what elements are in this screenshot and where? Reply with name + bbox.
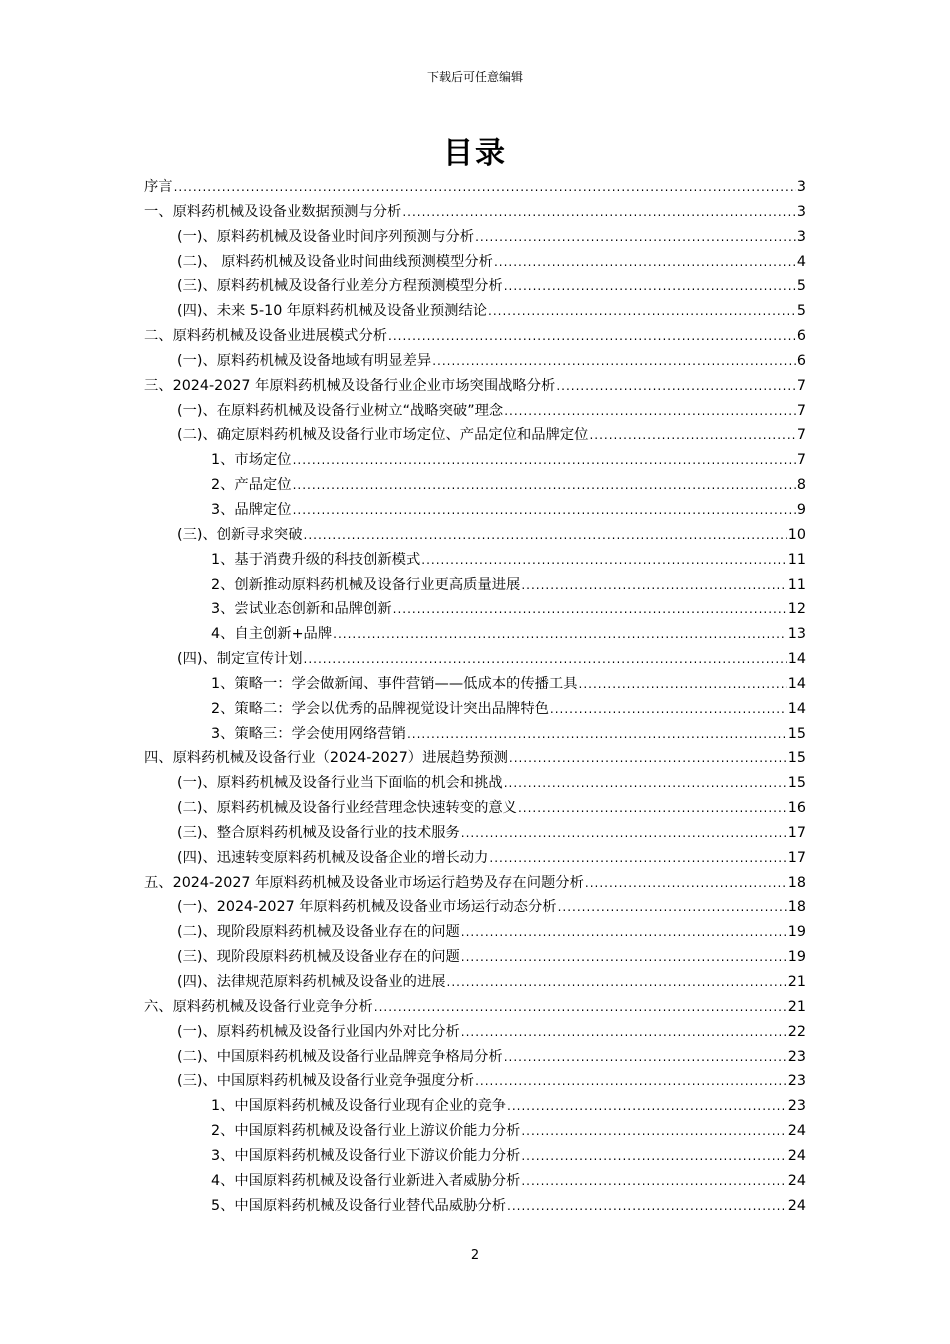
- toc-entry-page: 7: [796, 402, 806, 419]
- toc-entry[interactable]: [144, 1070, 806, 1095]
- toc-entry[interactable]: [144, 574, 806, 599]
- toc-entry-page: 9: [796, 501, 806, 518]
- toc-dot-leader: [504, 776, 787, 790]
- toc-entry-text: (三)、创新寻求突破: [177, 526, 303, 543]
- toc-entry-page: 23: [787, 1048, 806, 1065]
- toc-entry-page: 11: [787, 576, 806, 593]
- toc-dot-leader: [589, 428, 795, 442]
- toc-dot-leader: [509, 751, 787, 765]
- toc-entry-text: 5、中国原料药机械及设备行业替代品威胁分析: [211, 1197, 507, 1214]
- toc-entry-text: 3、中国原料药机械及设备行业下游议价能力分析: [211, 1147, 521, 1164]
- toc-entry-text: 3、尝试业态创新和品牌创新: [211, 601, 392, 618]
- toc-entry-page: 19: [787, 924, 806, 941]
- toc-entry-page: 6: [796, 352, 806, 369]
- toc-entry-text: (一)、原料药机械及设备地域有明显差异: [177, 352, 432, 369]
- toc-dot-leader: [402, 205, 796, 219]
- toc-entry-page: 5: [796, 278, 806, 295]
- toc-entry-page: 24: [787, 1197, 806, 1214]
- toc-entry-text: (一)、2024-2027 年原料药机械及设备业市场运行动态分析: [177, 899, 557, 916]
- toc-dot-leader: [489, 851, 786, 865]
- toc-entry-page: 7: [796, 452, 806, 469]
- toc-dot-leader: [494, 255, 796, 269]
- toc-entry-page: 15: [787, 775, 806, 792]
- toc-entry[interactable]: [144, 872, 806, 897]
- page-number: 2: [470, 1248, 480, 1263]
- toc-entry[interactable]: [144, 251, 806, 276]
- toc-dot-leader: [293, 503, 796, 517]
- toc-dot-leader: [333, 627, 787, 641]
- toc-entry-text: (三)、整合原料药机械及设备行业的技术服务: [177, 824, 460, 841]
- toc-entry-page: 16: [787, 800, 806, 817]
- toc-dot-leader: [521, 1124, 786, 1138]
- toc-entry[interactable]: [144, 648, 806, 673]
- toc-entry[interactable]: [144, 996, 806, 1021]
- toc-entry[interactable]: [144, 300, 806, 325]
- toc-entry-text: 二、原料药机械及设备业进展模式分析: [144, 328, 388, 345]
- toc-entry-page: 18: [787, 899, 806, 916]
- toc-dot-leader: [504, 1050, 787, 1064]
- toc-entry-page: 7: [796, 377, 806, 394]
- toc-dot-leader: [585, 876, 787, 890]
- toc-entry-page: 3: [796, 203, 806, 220]
- toc-entry-page: 12: [787, 601, 806, 618]
- toc-entry[interactable]: [144, 350, 806, 375]
- toc-entry[interactable]: [144, 226, 806, 251]
- toc-entry[interactable]: [144, 400, 806, 425]
- toc-entry[interactable]: [144, 449, 806, 474]
- toc-entry[interactable]: [144, 474, 806, 499]
- toc-entry-page: 4: [796, 253, 806, 270]
- header-note: 下载后可任意编辑: [426, 70, 523, 84]
- toc-entry-text: 2、策略二：学会以优秀的品牌视觉设计突出品牌特色: [211, 700, 549, 717]
- toc-entry-text: 1、中国原料药机械及设备行业现有企业的竞争: [211, 1098, 507, 1115]
- toc-dot-leader: [488, 304, 796, 318]
- toc-entry-page: 15: [787, 750, 806, 767]
- toc-entry-text: (一)、原料药机械及设备行业当下面临的机会和挑战: [177, 775, 503, 792]
- toc-entry-text: (四)、未来 5-10 年原料药机械及设备业预测结论: [177, 303, 488, 320]
- toc-entry-text: (一)、原料药机械及设备行业国内外对比分析: [177, 1023, 460, 1040]
- toc-dot-leader: [550, 702, 787, 716]
- toc-entry-page: 23: [787, 1073, 806, 1090]
- toc-entry[interactable]: [144, 822, 806, 847]
- toc-entry[interactable]: [144, 1145, 806, 1170]
- toc-entry[interactable]: [144, 424, 806, 449]
- toc-entry-page: 5: [796, 303, 806, 320]
- toc-entry[interactable]: [144, 598, 806, 623]
- toc-entry-text: 4、中国原料药机械及设备行业新进入者威胁分析: [211, 1172, 521, 1189]
- toc-entry-text: 1、策略一：学会做新闻、事件营销——低成本的传播工具: [211, 675, 578, 692]
- toc-entry[interactable]: [144, 673, 806, 698]
- toc-entry[interactable]: [144, 1170, 806, 1195]
- toc-entry-text: 3、品牌定位: [211, 501, 292, 518]
- toc-entry-text: 2、产品定位: [211, 477, 292, 494]
- toc-dot-leader: [293, 478, 796, 492]
- toc-entry-page: 22: [787, 1023, 806, 1040]
- toc-entry-text: 一、原料药机械及设备业数据预测与分析: [144, 203, 402, 220]
- toc-dot-leader: [461, 1025, 787, 1039]
- toc-entry[interactable]: [144, 1195, 806, 1220]
- toc-entry[interactable]: [144, 499, 806, 524]
- toc-entry-page: 8: [796, 477, 806, 494]
- toc-dot-leader: [304, 652, 787, 666]
- toc-entry[interactable]: [144, 623, 806, 648]
- toc-dot-leader: [558, 900, 787, 914]
- toc-dot-leader: [374, 1000, 787, 1014]
- toc-entry[interactable]: [144, 325, 806, 350]
- toc-dot-leader: [393, 602, 787, 616]
- toc-entry-page: 3: [796, 228, 806, 245]
- toc-entry-text: (三)、原料药机械及设备行业差分方程预测模型分析: [177, 278, 503, 295]
- toc-entry-page: 24: [787, 1147, 806, 1164]
- toc-dot-leader: [407, 727, 787, 741]
- toc-entry-page: 13: [787, 626, 806, 643]
- toc-entry[interactable]: [144, 971, 806, 996]
- toc-dot-leader: [521, 578, 786, 592]
- toc-entry[interactable]: [144, 549, 806, 574]
- toc-entry-text: 四、原料药机械及设备行业（2024-2027）进展趋势预测: [144, 750, 508, 767]
- toc-dot-leader: [507, 1099, 787, 1113]
- toc-dot-leader: [504, 404, 796, 418]
- toc-entry-text: 序言: [144, 179, 173, 195]
- toc-entry-text: 2、中国原料药机械及设备行业上游议价能力分析: [211, 1123, 521, 1140]
- toc-entry[interactable]: [144, 896, 806, 921]
- toc-entry[interactable]: [144, 772, 806, 797]
- toc-entry[interactable]: [144, 921, 806, 946]
- toc-entry-page: 14: [787, 675, 806, 692]
- toc-entry-page: 21: [787, 998, 806, 1015]
- toc-entry-text: (二)、原料药机械及设备行业经营理念快速转变的意义: [177, 800, 517, 817]
- toc-dot-leader: [556, 379, 796, 393]
- toc-dot-leader: [507, 1199, 787, 1213]
- toc-entry-page: 19: [787, 949, 806, 966]
- toc-dot-leader: [304, 528, 787, 542]
- toc-entry-text: 3、策略三：学会使用网络营销: [211, 725, 406, 742]
- toc-entry[interactable]: [144, 524, 806, 549]
- toc-entry-page: 17: [787, 849, 806, 866]
- toc-entry-page: 17: [787, 824, 806, 841]
- toc-entry-text: (二)、确定原料药机械及设备行业市场定位、产品定位和品牌定位: [177, 427, 589, 444]
- toc-entry-page: 23: [787, 1098, 806, 1115]
- toc-entry-text: 六、原料药机械及设备行业竞争分析: [144, 998, 373, 1015]
- toc-dot-leader: [579, 677, 787, 691]
- toc-entry[interactable]: [144, 747, 806, 772]
- toc-entry-text: 三、2024-2027 年原料药机械及设备行业企业市场突围战略分析: [144, 377, 556, 394]
- toc-entry-page: 14: [787, 651, 806, 668]
- toc-dot-leader: [461, 950, 787, 964]
- toc-dot-leader: [461, 925, 787, 939]
- toc-entry-text: 1、市场定位: [211, 452, 292, 469]
- toc-entry[interactable]: [144, 723, 806, 748]
- toc-entry[interactable]: [144, 275, 806, 300]
- toc-title: 目录: [443, 136, 507, 171]
- toc-entry-page: 6: [796, 328, 806, 345]
- toc-entry-page: 18: [787, 874, 806, 891]
- toc-dot-leader: [432, 354, 796, 368]
- toc-dot-leader: [461, 826, 787, 840]
- toc-entry-page: 10: [787, 526, 806, 543]
- toc-dot-leader: [518, 801, 787, 815]
- table-of-contents: [144, 176, 806, 1219]
- toc-dot-leader: [447, 975, 787, 989]
- toc-entry[interactable]: [144, 1021, 806, 1046]
- toc-entry-page: 14: [787, 700, 806, 717]
- toc-entry[interactable]: [144, 176, 806, 201]
- toc-entry-page: 7: [796, 427, 806, 444]
- toc-entry-text: (四)、制定宣传计划: [177, 651, 303, 668]
- toc-dot-leader: [174, 180, 796, 194]
- toc-dot-leader: [504, 279, 796, 293]
- toc-entry[interactable]: [144, 201, 806, 226]
- toc-entry-page: 21: [787, 974, 806, 990]
- toc-entry-page: 24: [787, 1172, 806, 1189]
- toc-entry-page: 24: [787, 1123, 806, 1140]
- toc-entry-text: (一)、原料药机械及设备业时间序列预测与分析: [177, 228, 475, 245]
- toc-entry-text: (四)、迅速转变原料药机械及设备企业的增长动力: [177, 849, 489, 866]
- toc-dot-leader: [521, 1149, 786, 1163]
- toc-entry-text: 五、2024-2027 年原料药机械及设备业市场运行趋势及存在问题分析: [144, 874, 584, 891]
- toc-entry-text: 4、自主创新+品牌: [211, 626, 333, 643]
- toc-dot-leader: [475, 230, 796, 244]
- toc-entry-text: (二)、现阶段原料药机械及设备业存在的问题: [177, 924, 460, 941]
- toc-entry[interactable]: [144, 375, 806, 400]
- toc-entry-page: 15: [787, 725, 806, 742]
- toc-entry-text: (三)、中国原料药机械及设备行业竞争强度分析: [177, 1073, 475, 1090]
- toc-dot-leader: [421, 553, 787, 567]
- toc-entry[interactable]: [144, 847, 806, 872]
- toc-dot-leader: [388, 329, 796, 343]
- toc-entry[interactable]: [144, 946, 806, 971]
- toc-entry-text: (二)、中国原料药机械及设备行业品牌竞争格局分析: [177, 1048, 503, 1065]
- toc-entry[interactable]: [144, 1120, 806, 1145]
- toc-entry[interactable]: [144, 797, 806, 822]
- toc-entry-page: 11: [787, 551, 806, 568]
- toc-entry-text: 2、创新推动原料药机械及设备行业更高质量进展: [211, 576, 521, 593]
- toc-entry[interactable]: [144, 698, 806, 723]
- toc-entry-text: (二)、 原料药机械及设备业时间曲线预测模型分析: [177, 253, 493, 270]
- toc-entry-text: (三)、现阶段原料药机械及设备业存在的问题: [177, 949, 460, 966]
- toc-entry[interactable]: [144, 1046, 806, 1071]
- toc-entry-text: (一)、在原料药机械及设备行业树立“战略突破”理念: [177, 402, 504, 419]
- toc-entry[interactable]: [144, 1095, 806, 1120]
- toc-dot-leader: [475, 1074, 787, 1088]
- toc-entry-text: (四)、法律规范原料药机械及设备业的进展: [177, 974, 446, 990]
- toc-dot-leader: [521, 1174, 786, 1188]
- toc-entry-page: 3: [796, 179, 806, 195]
- toc-dot-leader: [293, 453, 796, 467]
- toc-entry-text: 1、基于消费升级的科技创新模式: [211, 551, 421, 568]
